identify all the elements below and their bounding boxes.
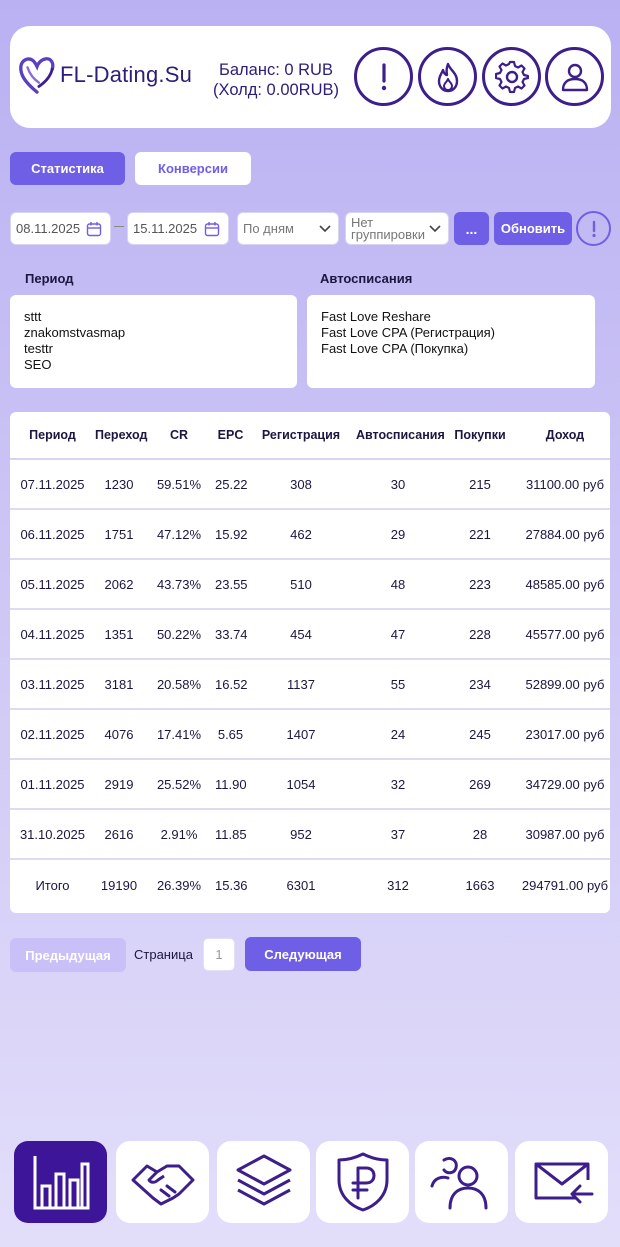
table-cell: 245	[469, 726, 491, 742]
fire-icon	[431, 60, 465, 94]
table-cell: 312	[387, 877, 409, 893]
nav-statistics[interactable]	[14, 1141, 107, 1223]
table-cell: 269	[469, 776, 491, 792]
table-cell: 26.39%	[156, 877, 202, 893]
grouping-value: Нет группировки	[351, 214, 425, 242]
chevron-down-icon	[428, 224, 442, 234]
alert-icon	[367, 60, 401, 94]
autowriteoffs-label: Автосписания	[320, 271, 413, 286]
table-cell: Итого	[35, 877, 70, 893]
table-cell: 47.12%	[156, 526, 202, 542]
table-cell: 1351	[104, 626, 134, 642]
table-cell: 2.91%	[160, 826, 198, 842]
table-header	[10, 412, 610, 460]
table-cell: 27884.00 руб	[525, 526, 605, 542]
alert-icon	[584, 219, 604, 239]
table-cell: 6301	[286, 877, 316, 893]
table-row	[10, 610, 610, 660]
table-cell: 29	[390, 526, 406, 542]
list-item[interactable]: znakomstvasmap	[24, 325, 126, 340]
table-cell: 33.74	[215, 626, 248, 642]
bar-chart-icon	[29, 1150, 93, 1214]
table-cell: 510	[290, 576, 312, 592]
list-item[interactable]: Fast Love CPA (Регистрация)	[321, 325, 496, 340]
table-cell: 462	[290, 526, 312, 542]
table-cell: 34729.00 руб	[525, 776, 605, 792]
table-cell: 30	[390, 476, 406, 492]
table-cell: 20.58%	[156, 676, 202, 692]
list-item[interactable]: Fast Love Reshare	[321, 309, 431, 324]
table-cell: 1407	[286, 726, 316, 742]
table-cell: 32	[390, 776, 406, 792]
mail-in-icon	[530, 1150, 594, 1214]
table-cell: 3181	[104, 676, 134, 692]
table-cell: 50.22%	[156, 626, 202, 642]
nav-referrals[interactable]	[415, 1141, 508, 1223]
hold-text: (Холд: 0.00RUB)	[213, 81, 339, 99]
table-cell: 19190	[100, 877, 138, 893]
table-body	[10, 460, 610, 910]
table-cell: 15.36	[215, 877, 248, 893]
nav-offers[interactable]	[217, 1141, 310, 1223]
user-icon	[558, 60, 592, 94]
table-cell: 23.55	[215, 576, 248, 592]
refresh-button[interactable]: Обновить	[494, 212, 572, 245]
table-cell: 31100.00 руб	[525, 476, 605, 492]
table-cell: 234	[469, 676, 491, 692]
gear-icon	[495, 60, 529, 94]
table-cell: 17.41%	[156, 726, 202, 742]
table-total-row	[10, 860, 610, 910]
table-cell: 02.11.2025	[20, 726, 85, 742]
handshake-icon	[131, 1150, 195, 1214]
table-cell: 55	[390, 676, 406, 692]
table-cell: 04.11.2025	[20, 626, 85, 642]
group-by-value: По дням	[243, 220, 294, 236]
table-cell: 05.11.2025	[20, 576, 85, 592]
table-row	[10, 660, 610, 710]
table-cell: 454	[290, 626, 312, 642]
column-header[interactable]: Покупки	[454, 428, 506, 442]
table-cell: 16.52	[215, 676, 248, 692]
date-from-value: 08.11.2025	[16, 221, 81, 236]
column-header[interactable]: Автосписания	[356, 428, 445, 442]
table-cell: 25.22	[215, 476, 248, 492]
table-cell: 52899.00 руб	[525, 676, 605, 692]
chevron-down-icon	[318, 224, 332, 234]
statistics-table	[10, 412, 610, 913]
table-cell: 07.11.2025	[20, 476, 85, 492]
table-cell: 2616	[104, 826, 134, 842]
table-cell: 48	[390, 576, 406, 592]
fire-button[interactable]	[418, 47, 477, 106]
table-cell: 59.51%	[156, 476, 202, 492]
table-cell: 06.11.2025	[20, 526, 85, 542]
period-list	[10, 295, 297, 388]
logo[interactable]	[18, 54, 192, 96]
date-to-input[interactable]	[127, 212, 229, 245]
table-row	[10, 810, 610, 860]
more-options-button[interactable]: ...	[454, 212, 489, 245]
column-header[interactable]: Период	[29, 428, 76, 442]
column-header[interactable]: CR	[169, 428, 189, 442]
column-header[interactable]: EPC	[217, 428, 244, 442]
table-row	[10, 460, 610, 510]
calendar-icon	[86, 221, 102, 237]
list-item[interactable]: sttt	[24, 309, 42, 324]
header-card	[10, 26, 611, 128]
nav-messages[interactable]	[515, 1141, 608, 1223]
table-cell: 5.65	[217, 726, 244, 742]
list-item[interactable]: SEO	[24, 357, 52, 372]
table-cell: 952	[290, 826, 312, 842]
table-cell: 1054	[286, 776, 316, 792]
table-cell: 1137	[287, 676, 315, 692]
logo-text: FL-Dating.Su	[60, 62, 193, 87]
filter-info-button[interactable]	[576, 211, 611, 246]
date-to-value: 15.11.2025	[133, 221, 198, 236]
tab-statistics[interactable]: Статистика	[10, 152, 125, 185]
date-from-input[interactable]	[10, 212, 111, 245]
table-cell: 15.92	[215, 526, 248, 542]
layers-icon	[232, 1150, 296, 1214]
table-cell: 215	[469, 476, 491, 492]
table-cell: 25.52%	[156, 776, 202, 792]
column-header[interactable]: Регистрация	[261, 428, 341, 442]
calendar-icon	[204, 221, 220, 237]
balance-text: Баланс: 0 RUB	[219, 61, 333, 79]
heart-logo-icon	[18, 54, 56, 96]
page-number-input[interactable]: 1	[203, 938, 235, 971]
table-cell: 48585.00 руб	[525, 576, 605, 592]
previous-page-button[interactable]: Предыдущая	[10, 938, 126, 972]
settings-button[interactable]	[482, 47, 541, 106]
table-cell: 28	[472, 826, 488, 842]
table-cell: 23017.00 руб	[525, 726, 605, 742]
table-cell: 221	[469, 526, 491, 542]
table-cell: 308	[290, 476, 312, 492]
column-header[interactable]: Переход	[95, 428, 148, 442]
table-row	[10, 760, 610, 810]
table-cell: 47	[390, 626, 406, 642]
table-cell: 1663	[465, 877, 495, 893]
table-cell: 03.11.2025	[20, 676, 85, 692]
alert-button[interactable]	[354, 47, 413, 106]
table-cell: 2062	[104, 576, 134, 592]
table-cell: 2919	[104, 776, 134, 792]
profile-button[interactable]	[545, 47, 604, 106]
table-cell: 1751	[104, 526, 134, 542]
table-row	[10, 510, 610, 560]
list-item[interactable]: Fast Love CPA (Покупка)	[321, 341, 469, 356]
next-page-button[interactable]: Следующая	[245, 937, 361, 971]
table-cell: 37	[390, 826, 406, 842]
list-item[interactable]: testtr	[24, 341, 53, 356]
ruble-shield-icon	[331, 1150, 395, 1214]
table-cell: 24	[390, 726, 406, 742]
users-icon	[430, 1150, 494, 1214]
table-cell: 45577.00 руб	[525, 626, 605, 642]
table-cell: 30987.00 руб	[525, 826, 605, 842]
group-by-select[interactable]	[237, 212, 339, 245]
table-cell: 4076	[104, 726, 134, 742]
table-cell: 31.10.2025	[19, 826, 86, 842]
table-row	[10, 560, 610, 610]
table-row	[10, 710, 610, 760]
table-cell: 223	[469, 576, 491, 592]
table-cell: 228	[469, 626, 491, 642]
table-cell: 43.73%	[156, 576, 202, 592]
table-cell: 01.11.2025	[20, 776, 85, 792]
page-label: Страница	[134, 947, 193, 962]
table-cell: 1230	[104, 476, 134, 492]
autowriteoffs-list	[307, 295, 595, 388]
nav-finance[interactable]	[316, 1141, 409, 1223]
date-range-separator	[114, 226, 124, 227]
table-cell: 294791.00 руб	[521, 877, 609, 893]
tab-conversions[interactable]: Конверсии	[135, 152, 251, 185]
balance-block	[206, 60, 346, 100]
table-cell: 11.90	[215, 776, 247, 792]
column-header[interactable]: Доход	[545, 428, 585, 442]
grouping-select[interactable]	[345, 212, 449, 245]
period-label: Период	[25, 271, 74, 286]
table-cell: 11.85	[215, 826, 247, 842]
nav-partners[interactable]	[116, 1141, 209, 1223]
